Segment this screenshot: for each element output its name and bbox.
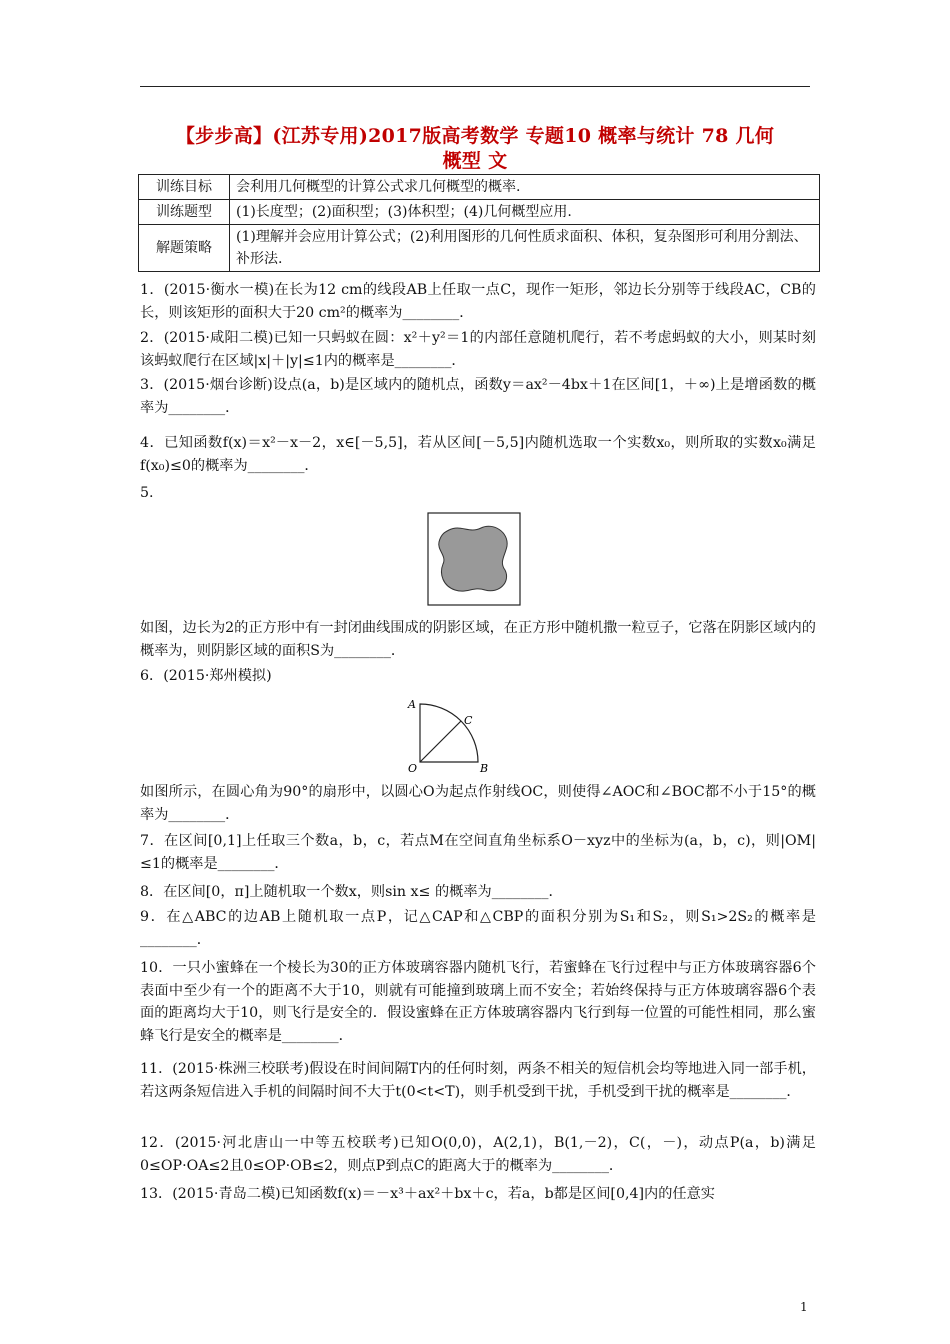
question-13: 13．(2015·青岛二模)已知函数f(x)＝－x³＋ax²＋bx＋c，若a，b都是区间[0,4]内的任意实 [140,1186,715,1202]
ray-oc [420,721,461,762]
question-9: 9．在△ABC的边AB上随机取一点P，记△CAP和△CBP的面积分别为S₁和S₂，则S₁>2S₂的概率是________． [140,909,816,948]
question-7: 7．在区间[0,1]上任取三个数a，b，c，若点M在空间直角坐标系O－xyz中的坐标为(a，b，c)，则|OM|≤1的概率是________． [140,833,816,872]
question-5-number: 5. [140,485,154,501]
question-5-text: 如图，边长为2的正方形中有一封闭曲线围成的阴影区域，在正方形中随机撒一粒豆子，它落在阴影区域内的概率为，则阴影区域的面积S为________． [140,620,816,659]
page-number: 1 [800,1300,808,1314]
question-4: 4．已知函数f(x)＝x²－x－2，x∈[－5,5]，若从区间[－5,5]内随机选取一个实数x₀，则所取的实数x₀满足f(x₀)≤0的概率为________． [140,435,816,474]
question-3: 3．(2015·烟台诊断)设点(a，b)是区域内的随机点，函数y＝ax²－4bx＋1在区间[1，＋∞)上是增函数的概率为________． [140,377,816,416]
question-11: 11．(2015·株洲三校联考)假设在时间间隔T内的任何时刻，两条不相关的短信机会均等地进入同一部手机，若这两条短信进入手机的间隔时间不大于t(0<t<T)，则手机受到干扰，手机受到干扰的概率是________． [140,1061,816,1100]
label-a: A [408,698,416,711]
table-row [139,175,820,200]
label-c: C [464,714,473,727]
table-row [139,200,820,225]
table-row [139,225,820,272]
table-value: (1)长度型；(2)面积型；(3)体积型；(4)几何概型应用. [230,200,820,225]
label-o: O [408,762,418,775]
question-10: 10．一只小蜜蜂在一个棱长为30的正方体玻璃容器内随机飞行，若蜜蜂在飞行过程中与正方体玻璃容器6个表面中至少有一个的距离不大于10，则就有可能撞到玻璃上而不安全；若始终保持与正方体玻璃容器6个表面的距离均大于10，则飞行是安全的．假设蜜蜂在正方体玻璃容器内飞行到每一位置的可能性相同，那么蜜蜂飞行是安全的概率是________． [140,960,816,1044]
table-value: 会利用几何概型的计算公式求几何概型的概率. [230,175,820,200]
table-value: (1)理解并会应用计算公式；(2)利用图形的几何性质求面积、体积，复杂图形可利用分割法、补形法. [230,225,820,272]
page-title [140,124,810,174]
question-6-text: 如图所示，在圆心角为90°的扇形中，以圆心O为起点作射线OC，则使得∠AOC和∠BOC都不小于15°的概率为________． [140,784,816,823]
title-line-2: 概型 文 [442,150,508,172]
table-key: 训练目标 [139,175,230,200]
table-key: 训练题型 [139,200,230,225]
table-key: 解题策略 [139,225,230,272]
training-goals-table [138,174,820,272]
figure-sector [404,696,534,776]
header-rule [140,86,810,87]
question-1: 1．(2015·衡水一模)在长为12 cm的线段AB上任取一点C，现作一矩形，邻边长分别等于线段AC，CB的长，则该矩形的面积大于20 cm²的概率为________． [140,282,816,321]
title-line-1: 【步步高】(江苏专用)2017版高考数学 专题10 概率与统计 78 几何 [175,125,775,147]
question-2: 2．(2015·咸阳二模)已知一只蚂蚁在圆：x²＋y²＝1的内部任意随机爬行，若不考虑蚂蚁的大小，则某时刻该蚂蚁爬行在区域|x|＋|y|≤1内的概率是________． [140,330,816,369]
shaded-region [439,526,507,591]
question-6-number: 6．(2015·郑州模拟) [140,668,272,684]
question-12: 12．(2015·河北唐山一中等五校联考)已知O(0,0)，A(2,1)，B(1,－2)，C(，－)，动点P(a，b)满足0≤OP·OA≤2且0≤OP·OB≤2，则点P到点C的距离大于的概率为________． [140,1135,816,1174]
label-b: B [480,762,489,775]
figure-square-shaded-region [427,512,521,606]
question-8: 8．在区间[0，π]上随机取一个数x，则sin x≤ 的概率为________． [140,884,563,900]
